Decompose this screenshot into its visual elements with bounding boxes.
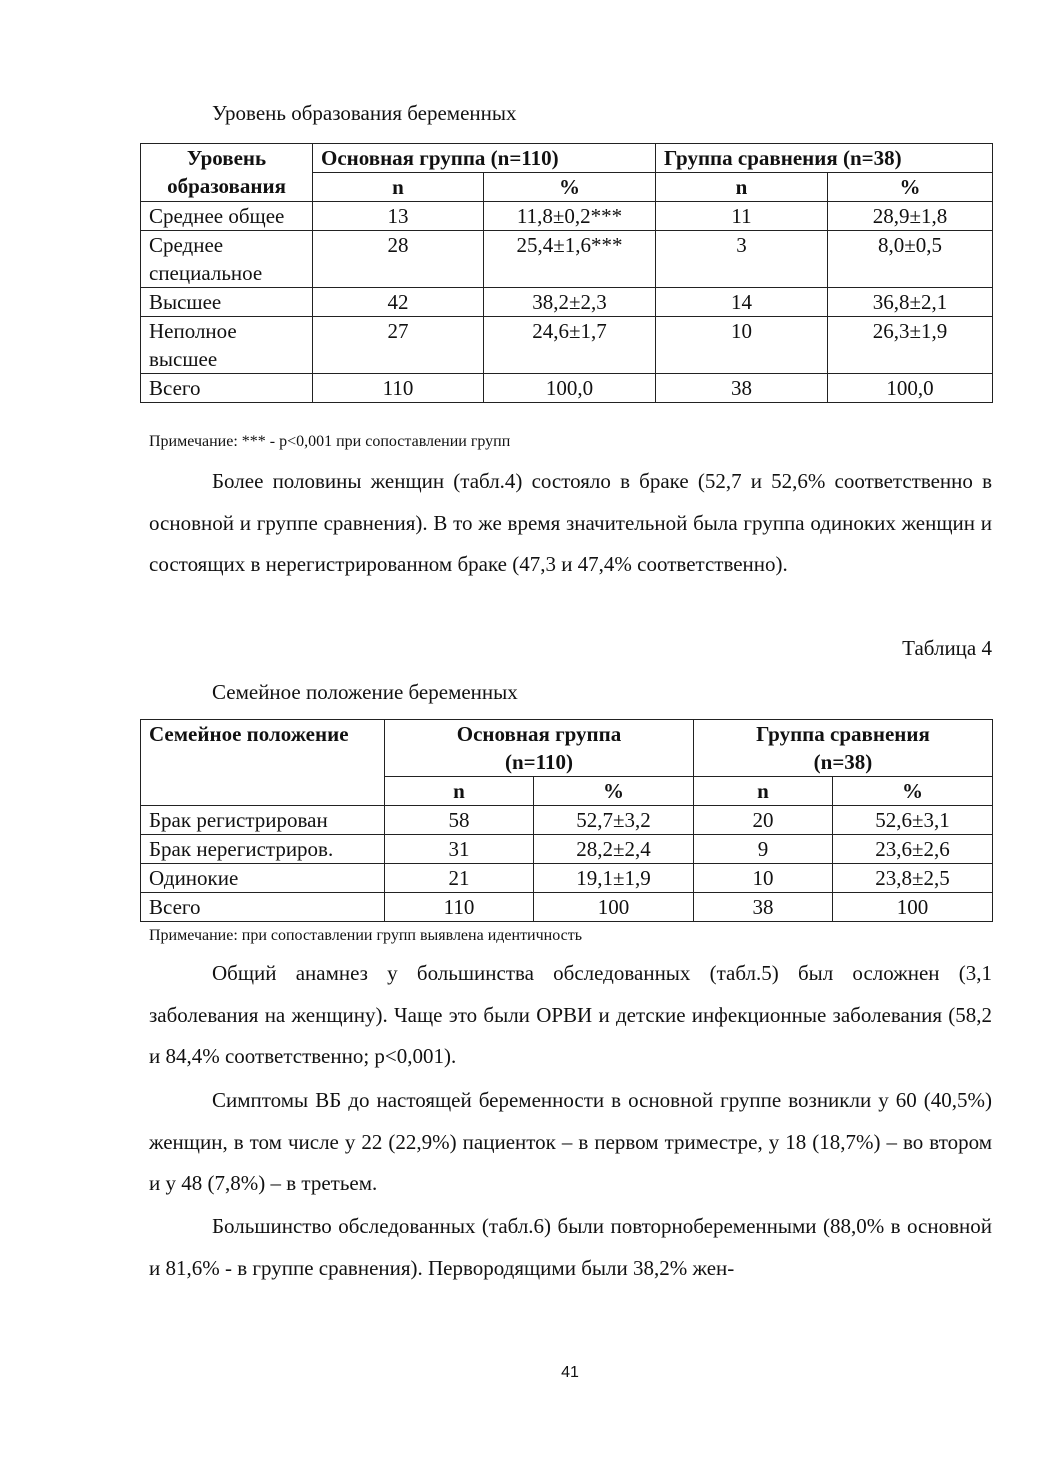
row-label: Всего — [141, 374, 313, 403]
subheader-pct: % — [828, 173, 993, 202]
row-label: Всего — [141, 893, 385, 922]
subheader-pct: % — [833, 777, 993, 806]
cell-main-pct: 100 — [534, 893, 694, 922]
cell-cmp-n: 38 — [694, 893, 833, 922]
table-row-total — [141, 374, 993, 403]
cell-cmp-pct: 8,0±0,5 — [828, 231, 993, 288]
cell-cmp-pct: 26,3±1,9 — [828, 317, 993, 374]
cell-main-n: 42 — [313, 288, 484, 317]
education-table — [140, 143, 993, 403]
table-row — [141, 317, 993, 374]
cell-main-pct: 28,2±2,4 — [534, 835, 694, 864]
row-label: Среднее общее — [141, 202, 313, 231]
cell-cmp-n: 14 — [656, 288, 828, 317]
paragraph: Более половины женщин (табл.4) состояло в браке (52,7 и 52,6% соответственно в основной и группе сравнения). В то же время значительной была группа одиноких женщин и состоящих в нерегистрированном браке (47,3 и 47,4% соответственно). — [149, 469, 992, 576]
cell-cmp-n: 10 — [656, 317, 828, 374]
table-row — [141, 202, 993, 231]
table4-caption: Семейное положение беременных — [212, 680, 518, 704]
cell-main-pct: 38,2±2,3 — [484, 288, 656, 317]
table3-caption: Уровень образования беременных — [212, 101, 517, 125]
cell-main-n: 13 — [313, 202, 484, 231]
col-header-marital-status: Семейное положение — [141, 720, 385, 806]
marital-status-table — [140, 719, 993, 922]
table-row — [141, 864, 993, 893]
cell-main-n: 21 — [385, 864, 534, 893]
subheader-n: n — [385, 777, 534, 806]
cell-cmp-pct: 23,6±2,6 — [833, 835, 993, 864]
row-label: Высшее — [141, 288, 313, 317]
cell-cmp-pct: 100 — [833, 893, 993, 922]
cell-cmp-pct: 36,8±2,1 — [828, 288, 993, 317]
cell-main-pct: 25,4±1,6*** — [484, 231, 656, 288]
cell-cmp-n: 20 — [694, 806, 833, 835]
cell-main-n: 31 — [385, 835, 534, 864]
cell-cmp-n: 11 — [656, 202, 828, 231]
table-row — [141, 806, 993, 835]
cell-cmp-pct: 100,0 — [828, 374, 993, 403]
cell-main-n: 110 — [313, 374, 484, 403]
cell-main-pct: 52,7±3,2 — [534, 806, 694, 835]
col-header-comparison-group: Группа сравнения (n=38) — [656, 144, 993, 173]
cell-main-pct: 11,8±0,2*** — [484, 202, 656, 231]
cell-main-pct: 19,1±1,9 — [534, 864, 694, 893]
cell-main-pct: 24,6±1,7 — [484, 317, 656, 374]
table-row-total — [141, 893, 993, 922]
table-row — [141, 231, 993, 288]
cell-cmp-n: 10 — [694, 864, 833, 893]
subheader-pct: % — [484, 173, 656, 202]
cell-main-n: 110 — [385, 893, 534, 922]
cell-main-n: 58 — [385, 806, 534, 835]
subheader-n: n — [656, 173, 828, 202]
cell-main-pct: 100,0 — [484, 374, 656, 403]
col-header-main-group: Основная группа (n=110) — [313, 144, 656, 173]
cell-cmp-n: 3 — [656, 231, 828, 288]
subheader-n: n — [313, 173, 484, 202]
row-label: Среднее специальное — [141, 231, 313, 288]
table3-note: Примечание: *** - р<0,001 при сопоставлении групп — [149, 433, 511, 450]
paragraph: Общий анамнез у большинства обследованных (табл.5) был осложнен (3,1 заболевания на женщину). Чаще это были ОРВИ и детские инфекционные заболевания (58,2 и 84,4% соответственно; р<0,001). — [149, 961, 992, 1068]
row-label: Брак регистрирован — [141, 806, 385, 835]
paragraph: Симптомы ВБ до настоящей беременности в основной группе возникли у 60 (40,5%) женщин, в том числе у 22 (22,9%) пациенток – в первом триместре, у 18 (18,7%) – во втором и у 48 (7,8%) – в третьем. — [149, 1088, 992, 1195]
col-header-comparison-group: Группа сравнения (n=38) — [694, 720, 993, 777]
cell-main-n: 27 — [313, 317, 484, 374]
cell-cmp-n: 38 — [656, 374, 828, 403]
subheader-n: n — [694, 777, 833, 806]
cell-main-n: 28 — [313, 231, 484, 288]
col-header-education-level: Уровень образования — [141, 144, 313, 202]
cell-cmp-pct: 52,6±3,1 — [833, 806, 993, 835]
cell-cmp-pct: 28,9±1,8 — [828, 202, 993, 231]
table4-note: Примечание: при сопоставлении групп выявлена идентичность — [149, 927, 583, 944]
row-label: Неполное высшее — [141, 317, 313, 374]
cell-cmp-n: 9 — [694, 835, 833, 864]
page-number: 41 — [561, 1364, 579, 1381]
table-row — [141, 288, 993, 317]
row-label: Одинокие — [141, 864, 385, 893]
table4-number: Таблица 4 — [902, 636, 992, 660]
table-row — [141, 835, 993, 864]
paragraph: Большинство обследованных (табл.6) были повторнобеременными (88,0% в основной и 81,6% - в группе сравнения). Первородящими были 38,2% жен- — [149, 1214, 992, 1280]
col-header-main-group: Основная группа (n=110) — [385, 720, 694, 777]
subheader-pct: % — [534, 777, 694, 806]
cell-cmp-pct: 23,8±2,5 — [833, 864, 993, 893]
row-label: Брак нерегистриров. — [141, 835, 385, 864]
